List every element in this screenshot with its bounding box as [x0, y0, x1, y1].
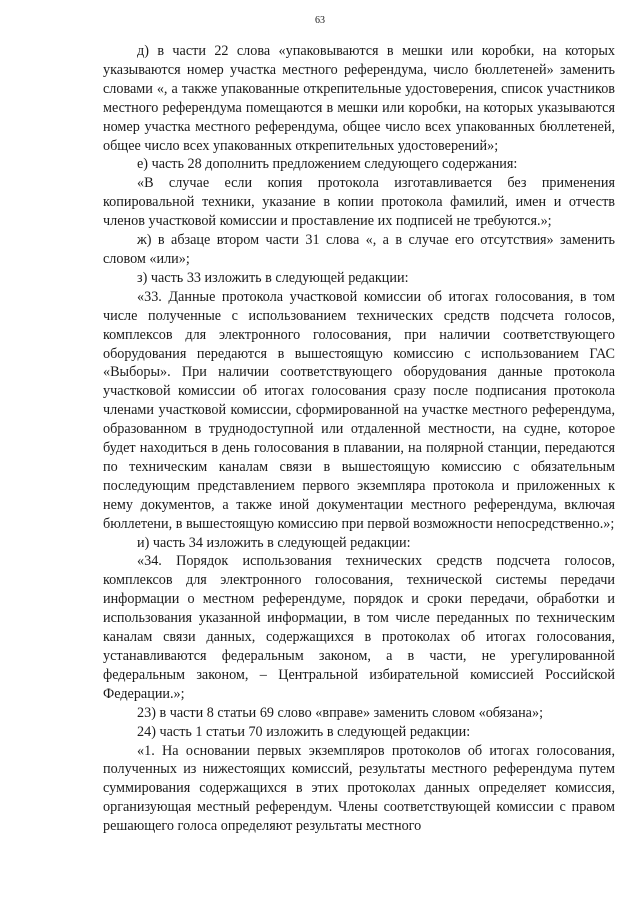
- paragraph-amendment-zh: ж) в абзаце втором части 31 слова «, а в случае его отсутствия» заменить словом «или»;: [103, 232, 615, 267]
- document-body: [103, 42, 615, 836]
- paragraph-quote-part-33: «33. Данные протокола участковой комиссии об итогах голосования, в том числе полученные с использованием технических средств подсчета голосов, комплексов для электронного голосования, при наличии соответствующего оборудования передаются в вышестоящую комиссию с использованием ГАС «Выборы». При наличии соответствующего оборудования данные протокола участковой комиссии об итогах голосования сразу после подписания протокола членами участковой комиссии, сформированной на участке местного референдума, образованном в труднодоступной или отдаленной местности, на судне, которое будет находиться в день голосования в плавании, на полярной станции, передаются по техническим каналам связи в вышестоящую комиссию с обязательным последующим представлением первого экземпляра протокола и приложенных к нему документов, а также иной документации местного референдума, включая бюллетени, в вышестоящую комиссию при первой возможности непосредственно.»;: [103, 288, 615, 532]
- page-number: 63: [315, 15, 325, 26]
- paragraph-amendment-i: и) часть 34 изложить в следующей редакции:: [137, 534, 411, 551]
- paragraph-amendment-e: е) часть 28 дополнить предложением следующего содержания:: [137, 156, 518, 173]
- paragraph-item-23: 23) в части 8 статьи 69 слово «вправе» заменить словом «обязана»;: [137, 704, 544, 721]
- paragraph-quote-part-34: «34. Порядок использования технических средств подсчета голосов, комплексов для электронного голосования, технической системы передачи информации о местном референдуме, порядок и сроки передачи, обработки и использования указанной информации, в том числе переданных по техническим каналам связи данных, содержащихся в протоколах об итогах голосования, устанавливаются федеральным законом, а в части, не урегулированной федеральным законом, – Центральной избирательной комиссией Российской Федерации.»;: [103, 553, 615, 702]
- paragraph-quote-article-70: «1. На основании первых экземпляров протоколов об итогах голосования, полученных из нижестоящих комиссий, результаты местного референдума путем суммирования содержащихся в этих протоколах данных определяет комиссия, организующая местный референдум. Члены соответствующей комиссии с правом решающего голоса определяют результаты местного: [103, 742, 615, 835]
- paragraph-item-24: 24) часть 1 статьи 70 изложить в следующей редакции:: [137, 723, 471, 740]
- paragraph-amendment-d: д) в части 22 слова «упаковываются в мешки или коробки, на которых указываются номер участка местного референдума, число бюллетеней» заменить словами «, а также упакованные открепительные удостоверения, список участников местного референдума помещаются в мешки или коробки, на которых указываются номер участка местного референдума, общее число всех упакованных бюллетеней, общее число всех упакованных открепительных удостоверений»;: [103, 43, 615, 154]
- paragraph-amendment-z: з) часть 33 изложить в следующей редакции:: [137, 269, 409, 286]
- paragraph-quote-copy-protocol: «В случае если копия протокола изготавливается без применения копировальной техники, указание в копии протокола фамилий, имен и отчеств членов участковой комиссии и проставление их подписей не требуются.»;: [103, 175, 615, 230]
